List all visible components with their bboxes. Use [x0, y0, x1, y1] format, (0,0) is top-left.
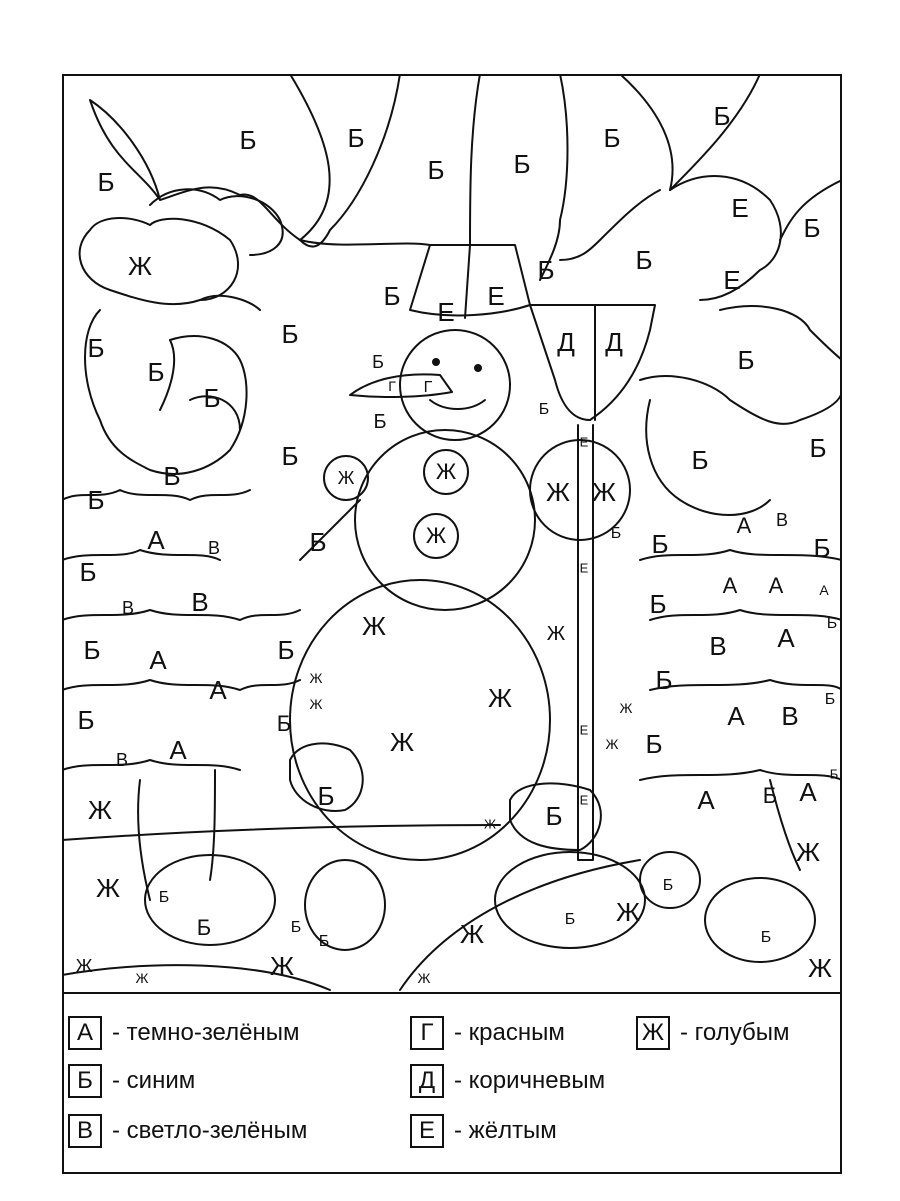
tree-outline	[640, 550, 842, 560]
region-letter: Б	[196, 915, 212, 940]
region-letter: Б	[147, 357, 165, 387]
legend-label: - темно-зелёным	[112, 1019, 300, 1046]
legend-label: - светло-зелёным	[112, 1117, 308, 1144]
region-letter: Е	[487, 281, 505, 311]
region-letter: Б	[691, 445, 709, 475]
snowman-eye	[433, 359, 439, 365]
legend-item-g	[410, 1016, 565, 1050]
region-letter: Б	[203, 383, 221, 413]
region-letter: Б	[290, 919, 302, 936]
region-letter: Б	[87, 333, 105, 363]
tree-outline	[650, 610, 842, 620]
region-letter: Ж	[127, 251, 153, 281]
region-letter: А	[722, 573, 738, 598]
region-letter: Е	[437, 297, 455, 327]
region-letter: Е	[723, 265, 741, 295]
region-letter: А	[777, 623, 795, 653]
region-letter: Б	[813, 533, 831, 563]
region-letter: Ж	[619, 700, 633, 716]
region-letter: Б	[545, 801, 563, 831]
legend-item-zh	[636, 1016, 789, 1050]
region-letter: Ж	[795, 837, 821, 867]
cloud-outline	[470, 74, 480, 245]
region-letter: А	[727, 701, 745, 731]
region-letter: В	[115, 750, 129, 770]
region-letter: Ж	[75, 956, 93, 976]
region-letter: Б	[655, 665, 673, 695]
region-letter: Ж	[425, 523, 447, 548]
region-letter: Б	[651, 529, 669, 559]
region-letter: А	[147, 525, 165, 555]
tree-trunk	[210, 770, 215, 880]
legend-label: - голубым	[680, 1019, 790, 1046]
region-letter: Б	[645, 729, 663, 759]
region-letter: В	[191, 587, 209, 617]
region-letter: Б	[277, 635, 295, 665]
cloud-outline	[300, 74, 400, 247]
legend-key: Д	[410, 1064, 444, 1098]
region-letter: Б	[610, 525, 622, 542]
region-letter: Б	[83, 635, 101, 665]
legend-label: - жёлтым	[454, 1117, 557, 1144]
region-letter: А	[697, 785, 715, 815]
region-letter: Ж	[605, 736, 619, 752]
region-letter: Б	[760, 929, 772, 946]
cloud-outline	[85, 310, 247, 474]
region-letter: Б	[538, 401, 550, 418]
region-letter: Б	[635, 245, 653, 275]
region-letter: Е	[579, 722, 589, 738]
region-letter: Ж	[309, 670, 323, 686]
region-letter: Б	[77, 705, 95, 735]
region-letter: В	[709, 631, 727, 661]
region-letter: Ж	[309, 696, 323, 712]
legend-item-v	[68, 1114, 307, 1148]
region-letter: Д	[557, 327, 575, 357]
snowman-eye	[475, 365, 481, 371]
region-letter: Ж	[95, 873, 121, 903]
region-letter: Е	[731, 193, 749, 223]
region-letter: Ж	[135, 970, 149, 986]
legend-key: В	[68, 1114, 102, 1148]
region-letter: Ж	[615, 897, 641, 927]
snowball	[705, 878, 815, 962]
region-letter: Б	[537, 255, 555, 285]
region-letter: Б	[373, 411, 387, 433]
cloud-outline	[80, 218, 238, 304]
color-legend	[62, 992, 842, 1176]
region-letter: Б	[809, 433, 827, 463]
legend-label: - красным	[454, 1019, 565, 1046]
region-letter: Б	[372, 352, 384, 372]
region-letter: Б	[762, 783, 778, 808]
region-letter: В	[775, 510, 789, 530]
region-letter: Ж	[459, 919, 485, 949]
region-letter: Б	[87, 485, 105, 515]
region-letter: Г	[388, 378, 396, 394]
region-letter: Ж	[389, 727, 415, 757]
region-letter: Б	[803, 213, 821, 243]
region-letter: Б	[829, 766, 839, 782]
region-letter: Е	[579, 434, 589, 450]
legend-key: Г	[410, 1016, 444, 1050]
tree-outline	[62, 610, 300, 620]
cloud-outline	[90, 74, 330, 240]
region-letter: А	[209, 675, 227, 705]
region-letter: Б	[427, 155, 445, 185]
region-letter: Ж	[487, 683, 513, 713]
region-letter: А	[736, 513, 752, 538]
region-letter: Г	[423, 379, 433, 396]
snowball	[305, 860, 385, 950]
region-letter: Б	[826, 615, 838, 632]
region-letter: Б	[824, 691, 836, 708]
region-letter: Б	[713, 101, 731, 131]
region-letter: В	[781, 701, 799, 731]
region-letter: Ж	[435, 459, 457, 484]
region-letter: Ж	[337, 468, 355, 488]
ground-line	[62, 825, 500, 840]
region-letter: Б	[662, 877, 674, 894]
region-letter: Ж	[546, 623, 566, 645]
snowman-hat-divider	[465, 245, 470, 318]
cloud-outline	[150, 189, 283, 255]
cloud-outline	[670, 74, 760, 190]
cloud-outline	[540, 74, 568, 280]
region-letter: Б	[79, 557, 97, 587]
region-letter: Б	[309, 527, 327, 557]
region-letter: Е	[579, 792, 589, 808]
region-letter: Б	[158, 889, 170, 906]
region-letter: Б	[347, 123, 365, 153]
legend-item-d	[410, 1064, 605, 1098]
tree-outline	[62, 680, 300, 690]
region-letter: Б	[97, 167, 115, 197]
legend-label: - синим	[112, 1067, 196, 1094]
legend-item-e	[410, 1114, 557, 1148]
region-letter: Ж	[417, 970, 431, 986]
region-letter: Б	[564, 911, 576, 928]
ground-line	[400, 860, 640, 990]
snowman-mouth	[430, 400, 485, 409]
region-letter: А	[169, 735, 187, 765]
legend-label: - коричневым	[454, 1067, 606, 1094]
region-letter: Ж	[807, 953, 833, 983]
region-letter: Ж	[361, 611, 387, 641]
region-letter: Б	[239, 125, 257, 155]
region-letter: В	[207, 538, 221, 558]
legend-item-b	[68, 1064, 195, 1098]
tree-trunk	[138, 780, 150, 900]
legend-key: Б	[68, 1064, 102, 1098]
region-letter: А	[149, 645, 167, 675]
region-letter: Ж	[269, 951, 295, 981]
region-letter: В	[163, 461, 181, 491]
legend-key: А	[68, 1016, 102, 1050]
tree-outline	[650, 680, 842, 690]
region-letter: Б	[603, 123, 621, 153]
region-letter: Б	[281, 319, 299, 349]
legend-key: Е	[410, 1114, 444, 1148]
region-letter: Б	[649, 589, 667, 619]
legend-key: Ж	[636, 1016, 670, 1050]
region-letter: Б	[276, 711, 292, 736]
snowman-head	[400, 330, 510, 440]
region-letter: Ж	[545, 477, 571, 507]
region-letter: Д	[605, 327, 623, 357]
region-letter: Б	[281, 441, 299, 471]
region-letter: Ж	[87, 795, 113, 825]
region-letter: Ж	[591, 477, 617, 507]
region-letter: Ж	[483, 816, 497, 832]
tree-outline	[62, 760, 240, 770]
region-letter: А	[819, 582, 829, 598]
region-letter: Б	[513, 149, 531, 179]
cloud-outline	[640, 376, 842, 424]
region-letter: А	[768, 573, 784, 598]
region-letter: Б	[318, 933, 330, 950]
region-letter: А	[799, 777, 817, 807]
region-letter: Б	[737, 345, 755, 375]
region-letter: Б	[317, 781, 335, 811]
region-letter: Е	[579, 560, 589, 576]
legend-item-a	[68, 1016, 299, 1050]
cloud-outline	[200, 296, 260, 310]
snowman-line-art	[62, 74, 842, 992]
region-letter: В	[121, 598, 135, 618]
region-letter: Б	[383, 281, 401, 311]
